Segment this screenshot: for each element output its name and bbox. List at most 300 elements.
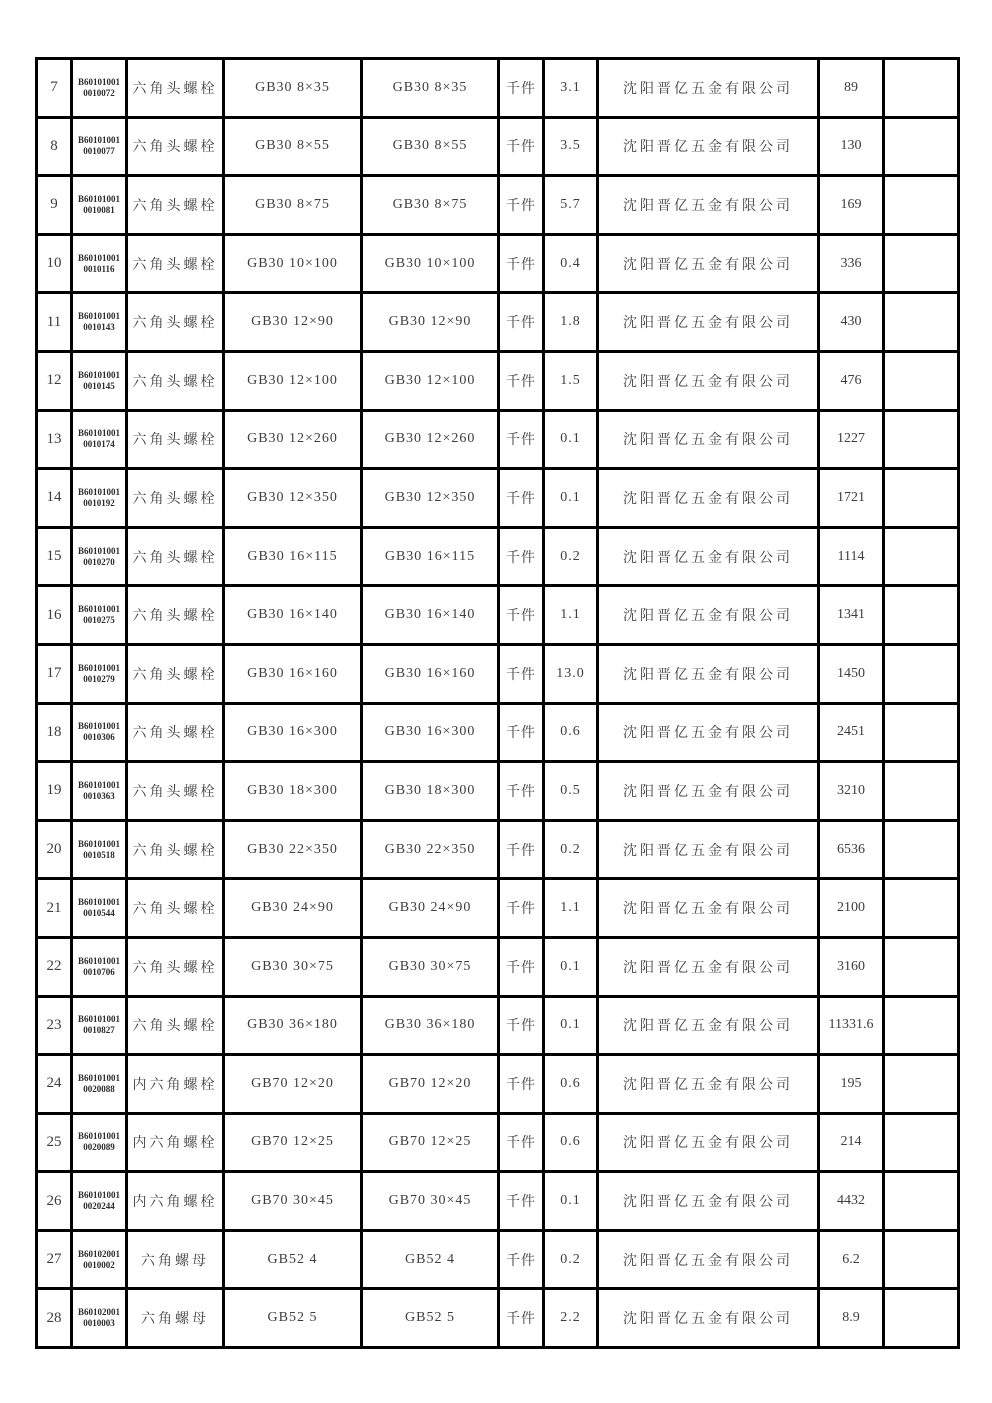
quantity-text: 1.8 [560,314,581,330]
item-spec [224,527,362,586]
item-spec-duplicate [362,1113,499,1172]
table-row [37,820,959,879]
item-spec [224,1172,362,1231]
amount-text: 336 [840,255,862,271]
unit-text: 千件 [506,491,536,507]
item-code-line2: 0020244 [83,1201,115,1212]
item-spec [224,879,362,938]
item-spec-duplicate [362,703,499,762]
row-number-text: 23 [46,1016,62,1033]
item-code-line2: 0010827 [83,1025,115,1036]
empty-cell [884,1055,959,1114]
unit-text: 千件 [506,609,536,625]
item-code [72,820,127,879]
row-number [37,410,72,469]
quantity-text: 0.1 [560,489,581,505]
quantity [544,1230,598,1289]
parts-table [35,57,960,1349]
supplier [598,410,819,469]
row-number-text: 16 [46,606,62,623]
item-name-text: 六角头螺栓 [132,81,218,97]
item-spec-duplicate [362,586,499,645]
item-spec-duplicate-text: GB30 16×140 [384,607,476,623]
item-spec-text: GB30 10×100 [247,255,338,271]
supplier-text: 沈阳晋亿五金有限公司 [623,843,793,859]
quantity-text: 0.5 [560,782,581,798]
item-code-line1: B60101001 [77,604,120,615]
item-name [127,937,224,996]
item-spec [224,351,362,410]
quantity-text: 0.6 [560,724,581,740]
supplier [598,762,819,821]
empty-cell [884,644,959,703]
supplier-text: 沈阳晋亿五金有限公司 [623,1195,793,1211]
item-name [127,996,224,1055]
item-name [127,1172,224,1231]
item-spec [224,1113,362,1172]
supplier-text: 沈阳晋亿五金有限公司 [623,609,793,625]
supplier [598,234,819,293]
item-code [72,1172,127,1231]
table-row [37,996,959,1055]
item-code [72,1230,127,1289]
row-number [37,59,72,118]
supplier-text: 沈阳晋亿五金有限公司 [623,667,793,683]
amount [819,879,884,938]
item-spec-duplicate-text: GB30 8×75 [392,196,468,212]
item-spec-duplicate-text: GB70 12×20 [388,1075,472,1091]
amount-text: 6.2 [842,1251,860,1267]
amount-text: 2451 [837,724,865,740]
item-name-text: 六角头螺栓 [132,609,218,625]
unit-text: 千件 [506,960,536,976]
item-spec [224,293,362,352]
unit [499,586,544,645]
unit [499,820,544,879]
item-name-text: 六角头螺栓 [132,843,218,859]
unit [499,644,544,703]
supplier-text: 沈阳晋亿五金有限公司 [623,491,793,507]
item-code-line2: 0010192 [83,497,115,508]
item-name [127,703,224,762]
item-code [72,469,127,528]
quantity [544,586,598,645]
supplier-text: 沈阳晋亿五金有限公司 [623,1077,793,1093]
item-spec-duplicate [362,410,499,469]
item-spec-duplicate [362,117,499,176]
item-spec-duplicate-text: GB30 12×350 [384,489,476,505]
quantity [544,410,598,469]
item-spec-text: GB30 30×75 [251,958,334,974]
empty-cell [884,527,959,586]
unit-text: 千件 [506,1077,536,1093]
unit [499,410,544,469]
item-spec-duplicate-text: GB30 16×300 [384,724,476,740]
item-name [127,762,224,821]
item-code-line1: B60101001 [77,1014,120,1025]
row-number [37,293,72,352]
empty-cell [884,937,959,996]
unit-text: 千件 [506,198,536,214]
item-name [127,59,224,118]
row-number [37,176,72,235]
item-code-line2: 0010306 [83,732,115,743]
quantity-text: 2.2 [560,1310,581,1326]
item-code-line1: B60101001 [77,1072,120,1083]
row-number-text: 22 [46,958,62,975]
item-code [72,293,127,352]
item-spec-duplicate [362,1172,499,1231]
quantity [544,234,598,293]
item-name-text: 六角头螺栓 [132,257,218,273]
item-spec-duplicate [362,176,499,235]
item-code-line1: B60101001 [77,369,120,380]
item-name-text: 六角头螺栓 [132,726,218,742]
supplier [598,1055,819,1114]
amount [819,59,884,118]
amount-text: 6536 [837,841,865,857]
item-code-line1: B60101001 [77,1190,120,1201]
unit-text: 千件 [506,433,536,449]
item-code-line1: B60101001 [77,838,120,849]
supplier [598,586,819,645]
unit-text: 千件 [506,784,536,800]
amount [819,1172,884,1231]
amount [819,644,884,703]
amount [819,410,884,469]
row-number [37,820,72,879]
item-code [72,644,127,703]
amount [819,351,884,410]
row-number-text: 27 [46,1251,62,1268]
item-code [72,1289,127,1348]
supplier [598,1230,819,1289]
amount [819,234,884,293]
item-spec-duplicate-text: GB30 18×300 [384,782,476,798]
item-name-text: 六角头螺栓 [132,902,218,918]
row-number [37,351,72,410]
amount-text: 214 [840,1134,862,1150]
item-spec-duplicate-text: GB70 30×45 [388,1193,472,1209]
item-spec [224,937,362,996]
item-spec-duplicate-text: GB30 8×35 [392,79,468,95]
row-number-text: 9 [50,196,58,213]
amount [819,1289,884,1348]
item-code-line2: 0010143 [83,322,115,333]
amount-text: 130 [840,138,862,154]
item-code-line2: 0010279 [83,673,115,684]
row-number [37,879,72,938]
item-spec-duplicate-text: GB52 4 [405,1251,455,1267]
quantity-text: 5.7 [560,196,581,212]
item-spec-text: GB30 18×300 [247,782,338,798]
row-number [37,762,72,821]
item-name-text: 内六角螺栓 [132,1195,218,1211]
item-spec-text: GB30 22×350 [247,841,338,857]
item-spec-text: GB30 24×90 [251,900,334,916]
amount [819,1230,884,1289]
unit [499,293,544,352]
unit [499,234,544,293]
supplier [598,996,819,1055]
quantity [544,351,598,410]
unit-text: 千件 [506,374,536,390]
amount-text: 8.9 [842,1310,860,1326]
quantity-text: 0.1 [560,1193,581,1209]
item-spec [224,469,362,528]
table-row [37,879,959,938]
supplier [598,644,819,703]
quantity [544,762,598,821]
table-row [37,644,959,703]
row-number [37,1289,72,1348]
item-name-text: 六角头螺栓 [132,433,218,449]
item-spec-duplicate-text: GB70 12×25 [388,1134,472,1150]
row-number-text: 17 [46,665,62,682]
item-code [72,527,127,586]
unit [499,937,544,996]
quantity-text: 0.4 [560,255,581,271]
item-spec-duplicate [362,937,499,996]
row-number-text: 14 [46,489,62,506]
quantity-text: 0.2 [560,548,581,564]
item-spec-duplicate [362,351,499,410]
amount [819,586,884,645]
item-code-line1: B60101001 [77,662,120,673]
item-code-line2: 0020089 [83,1142,115,1153]
empty-cell [884,176,959,235]
quantity-text: 0.2 [560,1251,581,1267]
item-code-line1: B60101001 [77,252,120,263]
item-code [72,937,127,996]
unit [499,703,544,762]
unit [499,996,544,1055]
item-name-text: 六角螺母 [141,1312,209,1328]
empty-cell [884,586,959,645]
item-spec-duplicate-text: GB30 16×160 [384,665,476,681]
row-number-text: 25 [46,1133,62,1150]
item-spec-duplicate-text: GB30 36×180 [384,1017,476,1033]
item-name [127,820,224,879]
quantity [544,1055,598,1114]
item-code-line2: 0010174 [83,439,115,450]
item-code [72,117,127,176]
item-spec-text: GB30 16×140 [247,607,338,623]
unit [499,469,544,528]
item-code-line1: B60101001 [77,193,120,204]
quantity [544,703,598,762]
item-spec-text: GB30 8×75 [255,196,330,212]
item-name [127,351,224,410]
item-name-text: 六角头螺栓 [132,140,218,156]
item-code [72,586,127,645]
item-code-line1: B60101001 [77,1131,120,1142]
quantity-text: 3.5 [560,138,581,154]
row-number-text: 10 [46,255,62,272]
supplier [598,937,819,996]
item-name [127,469,224,528]
table-row [37,1172,959,1231]
item-spec [224,996,362,1055]
empty-cell [884,820,959,879]
item-spec [224,1055,362,1114]
item-spec-text: GB30 8×35 [255,79,330,95]
row-number-text: 28 [46,1309,62,1326]
row-number [37,234,72,293]
item-spec-duplicate-text: GB30 22×350 [384,841,476,857]
amount [819,176,884,235]
row-number-text: 26 [46,1192,62,1209]
item-spec-duplicate-text: GB30 30×75 [388,958,472,974]
item-code-line2: 0010116 [83,263,115,274]
empty-cell [884,117,959,176]
item-name-text: 六角头螺栓 [132,960,218,976]
item-code [72,410,127,469]
amount [819,703,884,762]
row-number [37,1055,72,1114]
supplier [598,351,819,410]
item-code-line1: B60101001 [77,486,120,497]
item-name-text: 六角头螺栓 [132,491,218,507]
item-spec-duplicate-text: GB30 12×260 [384,431,476,447]
item-code-line2: 0010145 [83,380,115,391]
supplier-text: 沈阳晋亿五金有限公司 [623,316,793,332]
quantity [544,469,598,528]
amount [819,1113,884,1172]
row-number-text: 13 [46,430,62,447]
empty-cell [884,1172,959,1231]
supplier [598,293,819,352]
table-row [37,117,959,176]
item-spec [224,234,362,293]
item-spec-text: GB30 16×160 [247,665,338,681]
item-spec [224,586,362,645]
amount-text: 4432 [837,1193,865,1209]
item-code [72,176,127,235]
supplier-text: 沈阳晋亿五金有限公司 [623,960,793,976]
amount [819,937,884,996]
quantity-text: 0.2 [560,841,581,857]
amount [819,996,884,1055]
unit-text: 千件 [506,843,536,859]
table-row [37,351,959,410]
item-spec-text: GB52 5 [267,1310,318,1326]
item-name-text: 内六角螺栓 [132,1077,218,1093]
item-spec [224,410,362,469]
unit [499,879,544,938]
quantity-text: 1.1 [560,607,581,623]
unit-text: 千件 [506,1312,536,1328]
table-row [37,527,959,586]
amount [819,293,884,352]
empty-cell [884,879,959,938]
unit-text: 千件 [506,316,536,332]
table-row [37,234,959,293]
quantity [544,59,598,118]
empty-cell [884,1230,959,1289]
empty-cell [884,469,959,528]
item-spec [224,820,362,879]
item-name [127,293,224,352]
quantity [544,820,598,879]
empty-cell [884,410,959,469]
supplier [598,59,819,118]
unit [499,117,544,176]
item-spec-duplicate [362,469,499,528]
unit [499,1055,544,1114]
item-code-line2: 0010363 [83,790,115,801]
amount [819,117,884,176]
amount-text: 1227 [837,431,865,447]
amount-text: 430 [840,314,862,330]
amount-text: 3210 [837,782,865,798]
item-name [127,176,224,235]
amount-text: 89 [844,79,858,95]
row-number-text: 12 [46,372,62,389]
row-number-text: 15 [46,548,62,565]
supplier-text: 沈阳晋亿五金有限公司 [623,1312,793,1328]
item-code-line2: 0010072 [83,87,115,98]
item-spec [224,644,362,703]
quantity-text: 0.6 [560,1134,581,1150]
quantity-text: 0.1 [560,1017,581,1033]
item-name-text: 内六角螺栓 [132,1136,218,1152]
empty-cell [884,351,959,410]
amount [819,527,884,586]
row-number [37,1230,72,1289]
item-code [72,879,127,938]
item-spec [224,703,362,762]
amount-text: 476 [840,372,862,388]
empty-cell [884,1113,959,1172]
empty-cell [884,996,959,1055]
item-spec-text: GB30 16×115 [247,548,338,564]
supplier [598,527,819,586]
item-spec-duplicate [362,1055,499,1114]
empty-cell [884,703,959,762]
empty-cell [884,762,959,821]
quantity-text: 13.0 [556,665,585,681]
item-code-line1: B60101001 [77,779,120,790]
table-row [37,1230,959,1289]
item-name-text: 六角头螺栓 [132,374,218,390]
item-spec-duplicate-text: GB30 12×100 [384,372,476,388]
item-spec-duplicate [362,1230,499,1289]
item-spec-duplicate-text: GB52 5 [405,1310,455,1326]
item-name-text: 六角头螺栓 [132,198,218,214]
item-code-line2: 0010077 [83,146,115,157]
item-spec-text: GB70 30×45 [251,1193,334,1209]
table-row [37,762,959,821]
quantity [544,879,598,938]
amount-text: 1721 [837,489,865,505]
item-code-line1: B60101001 [77,428,120,439]
table-row [37,1289,959,1348]
item-code [72,1055,127,1114]
supplier-text: 沈阳晋亿五金有限公司 [623,257,793,273]
item-spec-text: GB30 36×180 [247,1017,338,1033]
quantity [544,937,598,996]
supplier [598,820,819,879]
unit [499,1172,544,1231]
quantity-text: 3.1 [560,79,581,95]
item-spec-duplicate-text: GB30 10×100 [384,255,476,271]
unit-text: 千件 [506,667,536,683]
item-code [72,703,127,762]
quantity [544,1172,598,1231]
supplier-text: 沈阳晋亿五金有限公司 [623,81,793,97]
row-number-text: 8 [50,137,58,154]
